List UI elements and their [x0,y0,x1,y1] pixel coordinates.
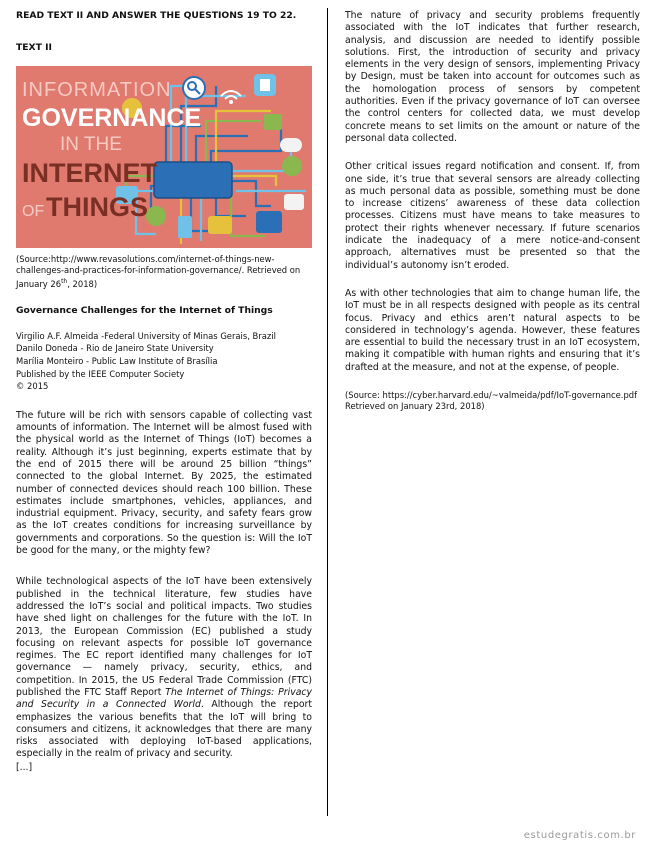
paragraph-4: Other critical issues regard notification and consent. If, from one side, it’s true that several sensors are already collecting as much personal data as possible, something must be done to increase citizens’ awareness of these data collection processes. Citizens must have means to take measures to protect their rights whenever necessary. If future scenarios indicate the inadequacy of a mere notice-and-consent approach, alternatives must be presented so that the individual’s autonomy isn’t eroded. [345,161,640,271]
column-divider [327,8,328,816]
right-column [345,10,640,412]
svg-text:INFORMATION [22,79,172,101]
hero-text-line5: OF [22,203,45,220]
hero-text-line4: INTERNET [22,158,157,188]
iot-illustration [16,66,312,248]
instruction-heading: READ TEXT II AND ANSWER THE QUESTIONS 19 TO 22. [16,10,297,21]
hero-text-line3: IN THE [60,134,122,155]
text-label: TEXT II [16,42,52,53]
article-title: Governance Challenges for the Internet of Things [16,304,273,316]
paragraph-2: While technological aspects of the IoT have been extensively published in the technical literature, few studies have addressed the IoT’s social and political impacts. Two studies have shed light on challenges for the future with the IoT. In 2013, the European Commission (EC) published a study focusing on relevant aspects for possible IoT governance regimes. The EC report identified many challenges for IoT governance — namely privacy, security, ethics, and competition. In 2015, the US Federal Trade Commission (FTC) published the FTC Staff Report The Internet of Things: Privacy and Security in a Connected World. Although the report emphasizes the various benefits that the IoT will bring to consumers and citizens, it acknowledges that there are many risks associated with deploying IoT-based applications, especially in the realm of privacy and security. [16,576,313,760]
hero-text-line6: THINGS [46,192,149,222]
publisher-line: Published by the IEEE Computer Society [16,368,185,379]
svg-text:OF [22,203,44,220]
image-source: (Source:http://www.revasolutions.com/internet-of-things-new-challenges-and-practices-for-information-governance/. Retrieved on January 26th, 2018) [16,254,301,289]
svg-text:IN THE [60,134,122,155]
svg-text:INTERNET [22,158,158,188]
paragraph-5: As with other technologies that aim to change human life, the IoT must be in all respects designed with people as its central focus. Privacy and ethics aren’t natural aspects to be considered in technology’s agenda. However, these features are essential to build the necessary trust in an IoT ecosystem, making it compatible with human rights and ensuring that it’s drafted at the measure, and not at the expense, of people. [345,287,640,373]
left-column [16,10,312,774]
author-line: Marília Monteiro - Public Law Institute of Brasília [16,355,218,366]
report-title: The Internet of Things: Privacy and Security in a Connected World [16,687,313,711]
author-list [16,330,312,393]
author-line: Danilo Doneda - Rio de Janeiro State University [16,343,214,354]
watermark: estudegratis.com.br [523,830,636,841]
hero-image [16,66,312,248]
article-source: (Source: https://cyber.harvard.edu/~valmeida/pdf/IoT-governance.pdf Retrieved on January 23rd, 2018) [345,390,638,412]
paragraph-1: The future will be rich with sensors capable of collecting vast amounts of information. The Internet will be almost fused with the physical world as the Internet of Things (IoT) becomes a reality. Although it’s just beginning, experts estimate that by the end of 2015 there will be around 25 billion “things” connected to the global Internet. By 2025, the estimated number of connected devices should reach 100 billion. These estimates include smartphones, vehicles, appliances, and industrial equipment. Privacy, security, and safety fears grow as the IoT creates conditions for increasing surveillance by governments and corporations. So the question is: Will the IoT be good for the many, or the mighty few? [16,409,312,557]
author-line: Virgilio A.F. Almeida -Federal University of Minas Gerais, Brazil [16,330,276,341]
omission-marker: [...] [16,761,33,773]
hero-text-line1: INFORMATION [22,79,172,101]
paragraph-3: The nature of privacy and security problems frequently associated with the IoT indicates that further research, analysis, and discussion are needed to identify possible solutions. First, the introduction of security and privacy elements in the very design of sensors, implementing Privacy by Design, must be taken into account for outcomes such as the homologation process of sensors by competent authorities. Even if the privacy governance of IoT can oversee the control centers for collected data, we must develop concrete means to set limits on the amount or nature of the personal data collected. [345,10,640,144]
svg-text:THINGS [46,192,148,222]
copyright-line: © 2015 [16,381,49,392]
hero-text-line2: GOVERNANCE [22,104,202,132]
svg-text:GOVERNANCE [22,104,201,132]
